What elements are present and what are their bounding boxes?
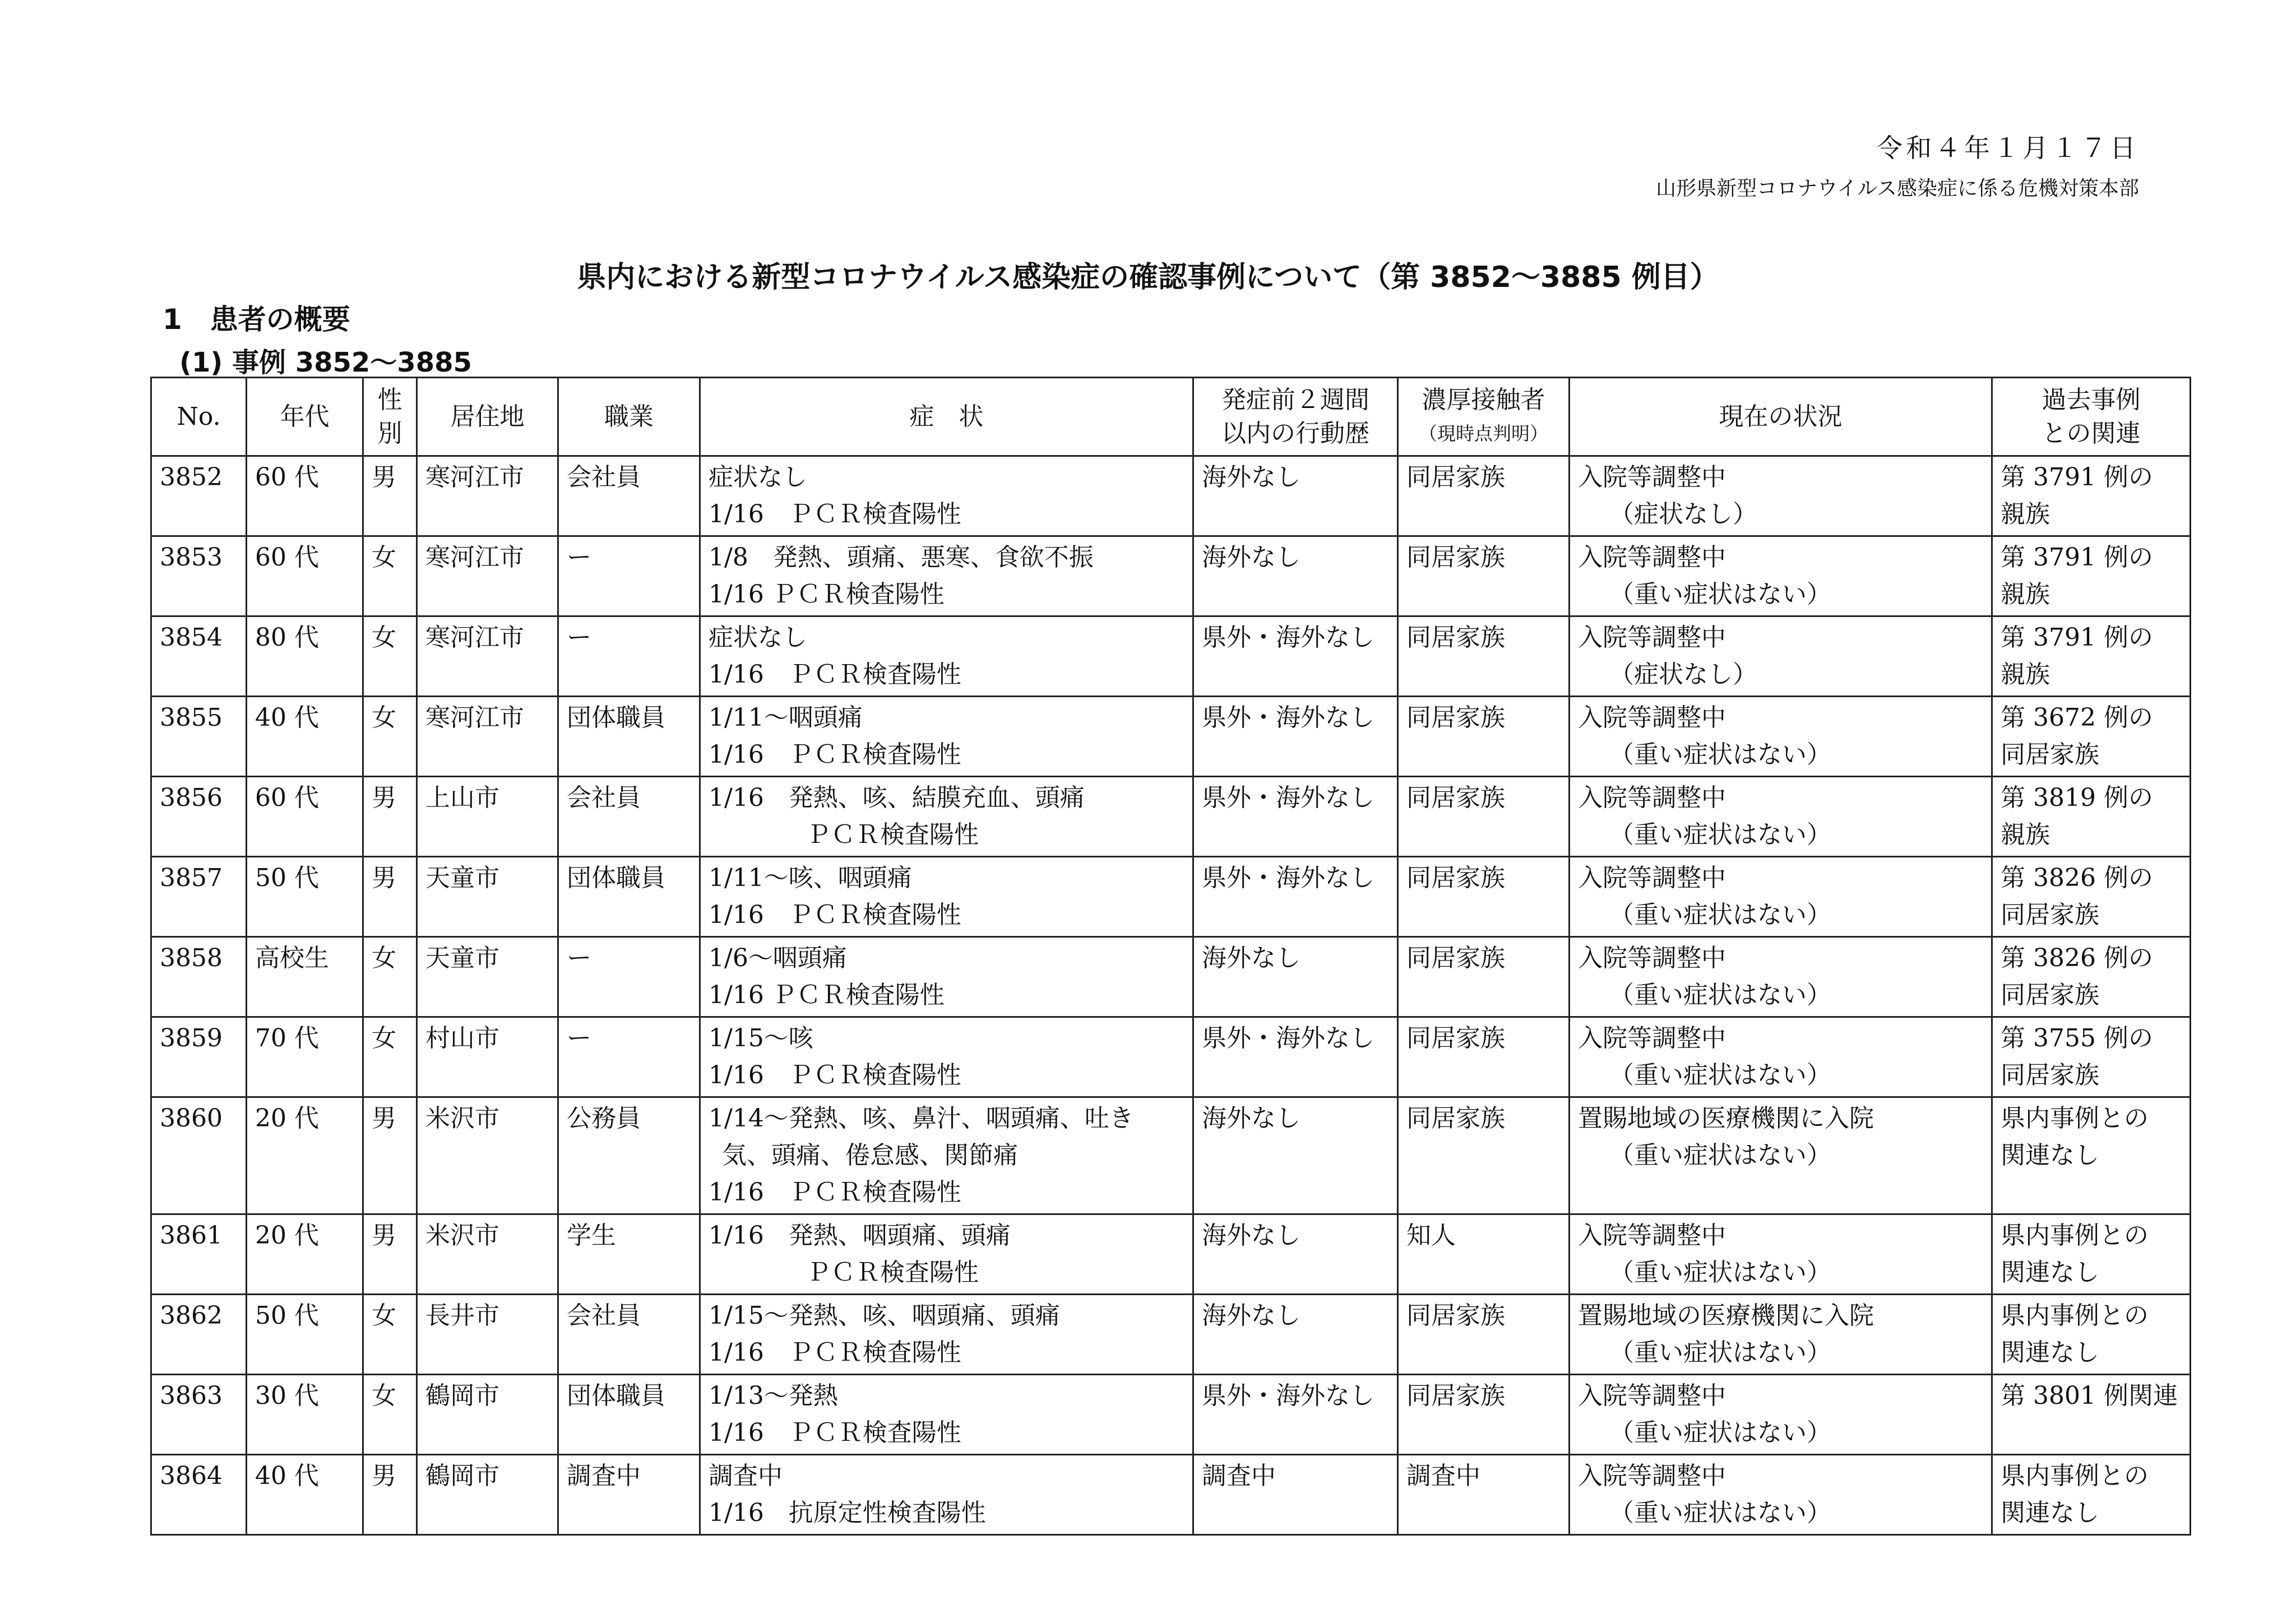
section-heading: 1 患者の概要 <box>163 303 350 336</box>
cell-residence: 鶴岡市 <box>417 1455 558 1535</box>
cell-age: 60 代 <box>247 536 363 616</box>
cell-age: 60 代 <box>247 456 363 536</box>
cell-sex: 男 <box>363 777 417 857</box>
cell-no: 3859 <box>151 1017 247 1097</box>
cell-age: 50 代 <box>247 857 363 937</box>
cell-occupation: 公務員 <box>558 1097 700 1214</box>
header-sex: 性 別 <box>363 378 417 456</box>
cell-travel: 海外なし <box>1193 1097 1398 1214</box>
cell-no: 3854 <box>151 616 247 697</box>
cell-sex: 女 <box>363 616 417 697</box>
cell-relation: 第 3826 例の 同居家族 <box>1992 937 2191 1017</box>
cell-residence: 天童市 <box>417 857 558 937</box>
header-age: 年代 <box>247 378 363 456</box>
cell-no: 3857 <box>151 857 247 937</box>
cell-occupation: ー <box>558 616 700 697</box>
cell-relation: 第 3801 例関連 <box>1992 1375 2191 1455</box>
cell-no: 3862 <box>151 1295 247 1375</box>
table-row <box>151 1295 2191 1375</box>
cell-sex: 女 <box>363 697 417 777</box>
cell-sex: 女 <box>363 1295 417 1375</box>
cell-contacts: 同居家族 <box>1398 777 1570 857</box>
cell-age: 40 代 <box>247 1455 363 1535</box>
header-status: 現在の状況 <box>1570 378 1992 456</box>
cell-symptoms: 調査中 1/16 抗原定性検査陽性 <box>700 1455 1193 1535</box>
cell-sex: 男 <box>363 857 417 937</box>
cell-travel: 海外なし <box>1193 456 1398 536</box>
cell-residence: 鶴岡市 <box>417 1375 558 1455</box>
cell-relation: 第 3791 例の 親族 <box>1992 536 2191 616</box>
document-date: 令和４年１月１７日 <box>1877 133 2139 163</box>
cell-travel: 県外・海外なし <box>1193 1017 1398 1097</box>
cell-symptoms: 1/6～咽頭痛 1/16 ＰＣＲ検査陽性 <box>700 937 1193 1017</box>
cell-no: 3858 <box>151 937 247 1017</box>
header-contacts: 濃厚接触者 （現時点判明） <box>1398 378 1570 456</box>
cell-occupation: 会社員 <box>558 1295 700 1375</box>
table-row <box>151 857 2191 937</box>
cell-status: 入院等調整中 （重い症状はない） <box>1570 697 1992 777</box>
cell-symptoms: 1/16 発熱、咽頭痛、頭痛 ＰＣＲ検査陽性 <box>700 1214 1193 1295</box>
cell-status: 入院等調整中 （重い症状はない） <box>1570 777 1992 857</box>
cell-travel: 県外・海外なし <box>1193 857 1398 937</box>
cell-residence: 米沢市 <box>417 1214 558 1295</box>
cell-sex: 女 <box>363 1017 417 1097</box>
cell-contacts: 同居家族 <box>1398 616 1570 697</box>
cell-symptoms: 症状なし 1/16 ＰＣＲ検査陽性 <box>700 616 1193 697</box>
page-title: 県内における新型コロナウイルス感染症の確認事例について（第 3852～3885 例目） <box>577 261 1719 294</box>
cell-residence: 上山市 <box>417 777 558 857</box>
cell-contacts: 同居家族 <box>1398 1375 1570 1455</box>
cell-contacts: 同居家族 <box>1398 1097 1570 1214</box>
cell-contacts: 同居家族 <box>1398 1295 1570 1375</box>
table-row <box>151 1017 2191 1097</box>
cell-status: 入院等調整中 （重い症状はない） <box>1570 857 1992 937</box>
cell-age: 50 代 <box>247 1295 363 1375</box>
header-occupation: 職業 <box>558 378 700 456</box>
cell-sex: 男 <box>363 1097 417 1214</box>
cell-residence: 寒河江市 <box>417 697 558 777</box>
table-row <box>151 697 2191 777</box>
cell-relation: 県内事例との 関連なし <box>1992 1455 2191 1535</box>
cell-symptoms: 1/8 発熱、頭痛、悪寒、食欲不振 1/16 ＰＣＲ検査陽性 <box>700 536 1193 616</box>
cell-residence: 寒河江市 <box>417 456 558 536</box>
cell-symptoms: 1/15～発熱、咳、咽頭痛、頭痛 1/16 ＰＣＲ検査陽性 <box>700 1295 1193 1375</box>
cell-residence: 長井市 <box>417 1295 558 1375</box>
cell-travel: 県外・海外なし <box>1193 777 1398 857</box>
table-row <box>151 1375 2191 1455</box>
cell-symptoms: 症状なし 1/16 ＰＣＲ検査陽性 <box>700 456 1193 536</box>
cell-residence: 村山市 <box>417 1017 558 1097</box>
cell-status: 入院等調整中 （症状なし） <box>1570 616 1992 697</box>
header-travel: 発症前２週間 以内の行動歴 <box>1193 378 1398 456</box>
cell-no: 3863 <box>151 1375 247 1455</box>
cell-status: 入院等調整中 （重い症状はない） <box>1570 1455 1992 1535</box>
cell-sex: 男 <box>363 456 417 536</box>
cell-occupation: ー <box>558 937 700 1017</box>
cell-occupation: 学生 <box>558 1214 700 1295</box>
cell-contacts: 同居家族 <box>1398 937 1570 1017</box>
cell-age: 20 代 <box>247 1097 363 1214</box>
cell-no: 3864 <box>151 1455 247 1535</box>
cell-contacts: 同居家族 <box>1398 697 1570 777</box>
cell-contacts: 同居家族 <box>1398 536 1570 616</box>
cell-contacts: 同居家族 <box>1398 1017 1570 1097</box>
cell-age: 30 代 <box>247 1375 363 1455</box>
cell-symptoms: 1/11～咽頭痛 1/16 ＰＣＲ検査陽性 <box>700 697 1193 777</box>
cell-sex: 女 <box>363 1375 417 1455</box>
cell-relation: 第 3755 例の 同居家族 <box>1992 1017 2191 1097</box>
cell-no: 3855 <box>151 697 247 777</box>
cell-occupation: 団体職員 <box>558 857 700 937</box>
table-row <box>151 1455 2191 1535</box>
table-row <box>151 1214 2191 1295</box>
cell-relation: 県内事例との 関連なし <box>1992 1295 2191 1375</box>
cell-contacts: 同居家族 <box>1398 456 1570 536</box>
issuing-department: 山形県新型コロナウイルス感染症に係る危機対策本部 <box>1656 177 2139 200</box>
cell-no: 3853 <box>151 536 247 616</box>
cell-status: 置賜地域の医療機関に入院 （重い症状はない） <box>1570 1295 1992 1375</box>
cell-age: 40 代 <box>247 697 363 777</box>
cell-contacts: 知人 <box>1398 1214 1570 1295</box>
cell-travel: 海外なし <box>1193 937 1398 1017</box>
table-header-row <box>151 378 2191 456</box>
cell-no: 3852 <box>151 456 247 536</box>
cell-relation: 第 3791 例の 親族 <box>1992 456 2191 536</box>
table-row <box>151 536 2191 616</box>
cell-no: 3860 <box>151 1097 247 1214</box>
cell-residence: 米沢市 <box>417 1097 558 1214</box>
cell-relation: 県内事例との 関連なし <box>1992 1097 2191 1214</box>
cell-contacts: 調査中 <box>1398 1455 1570 1535</box>
cell-contacts: 同居家族 <box>1398 857 1570 937</box>
cell-status: 入院等調整中 （重い症状はない） <box>1570 937 1992 1017</box>
cell-relation: 第 3791 例の 親族 <box>1992 616 2191 697</box>
cell-status: 入院等調整中 （重い症状はない） <box>1570 1375 1992 1455</box>
cell-symptoms: 1/14～発熱、咳、鼻汁、咽頭痛、吐き 気、頭痛、倦怠感、関節痛 1/16 ＰＣＲ検査陽性 <box>700 1097 1193 1214</box>
cell-travel: 海外なし <box>1193 536 1398 616</box>
header-no: No. <box>151 378 247 456</box>
cell-symptoms: 1/16 発熱、咳、結膜充血、頭痛 ＰＣＲ検査陽性 <box>700 777 1193 857</box>
cell-relation: 県内事例との 関連なし <box>1992 1214 2191 1295</box>
cell-relation: 第 3826 例の 同居家族 <box>1992 857 2191 937</box>
cell-travel: 県外・海外なし <box>1193 1375 1398 1455</box>
cell-travel: 県外・海外なし <box>1193 616 1398 697</box>
table-row <box>151 777 2191 857</box>
cell-age: 高校生 <box>247 937 363 1017</box>
header-residence: 居住地 <box>417 378 558 456</box>
header-relation: 過去事例 との関連 <box>1992 378 2191 456</box>
cell-occupation: ー <box>558 1017 700 1097</box>
cell-occupation: 調査中 <box>558 1455 700 1535</box>
cell-symptoms: 1/15～咳 1/16 ＰＣＲ検査陽性 <box>700 1017 1193 1097</box>
cell-status: 入院等調整中 （重い症状はない） <box>1570 536 1992 616</box>
cell-status: 置賜地域の医療機関に入院 （重い症状はない） <box>1570 1097 1992 1214</box>
cell-residence: 寒河江市 <box>417 616 558 697</box>
cell-sex: 女 <box>363 536 417 616</box>
cell-travel: 海外なし <box>1193 1214 1398 1295</box>
cell-age: 20 代 <box>247 1214 363 1295</box>
cell-occupation: ー <box>558 536 700 616</box>
cell-travel: 海外なし <box>1193 1295 1398 1375</box>
cell-sex: 男 <box>363 1455 417 1535</box>
table-row <box>151 937 2191 1017</box>
cell-occupation: 団体職員 <box>558 697 700 777</box>
cell-symptoms: 1/11～咳、咽頭痛 1/16 ＰＣＲ検査陽性 <box>700 857 1193 937</box>
cell-residence: 寒河江市 <box>417 536 558 616</box>
cell-residence: 天童市 <box>417 937 558 1017</box>
cell-travel: 県外・海外なし <box>1193 697 1398 777</box>
subsection-heading: (1) 事例 3852～3885 <box>179 347 472 378</box>
cell-symptoms: 1/13～発熱 1/16 ＰＣＲ検査陽性 <box>700 1375 1193 1455</box>
cell-no: 3861 <box>151 1214 247 1295</box>
cell-sex: 男 <box>363 1214 417 1295</box>
cell-age: 60 代 <box>247 777 363 857</box>
cell-status: 入院等調整中 （重い症状はない） <box>1570 1017 1992 1097</box>
table-row <box>151 616 2191 697</box>
cell-status: 入院等調整中 （症状なし） <box>1570 456 1992 536</box>
cell-status: 入院等調整中 （重い症状はない） <box>1570 1214 1992 1295</box>
table-row <box>151 1097 2191 1214</box>
cell-sex: 女 <box>363 937 417 1017</box>
cell-age: 70 代 <box>247 1017 363 1097</box>
cell-occupation: 会社員 <box>558 777 700 857</box>
cell-travel: 調査中 <box>1193 1455 1398 1535</box>
header-symptoms: 症 状 <box>700 378 1193 456</box>
cell-relation: 第 3819 例の 親族 <box>1992 777 2191 857</box>
cell-no: 3856 <box>151 777 247 857</box>
cell-age: 80 代 <box>247 616 363 697</box>
table-row <box>151 456 2191 536</box>
case-table <box>150 377 2191 1536</box>
cell-occupation: 会社員 <box>558 456 700 536</box>
cell-relation: 第 3672 例の 同居家族 <box>1992 697 2191 777</box>
cell-occupation: 団体職員 <box>558 1375 700 1455</box>
